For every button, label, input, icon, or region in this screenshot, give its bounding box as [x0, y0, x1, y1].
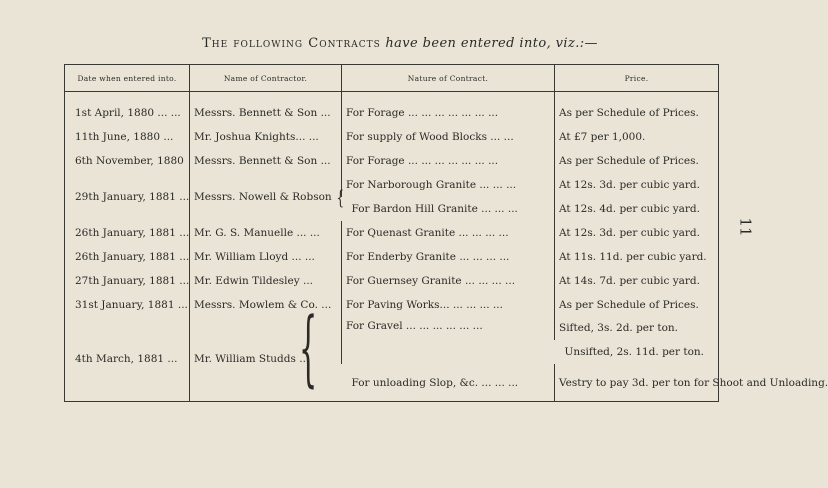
cell-price: At 12s. 4d. per cubic yard. — [555, 197, 719, 221]
cell-price: As per Schedule of Prices. — [555, 92, 719, 126]
cell-date: 26th January, 1881 ... — [75, 250, 190, 263]
cell-date: 6th November, 1880 — [75, 154, 184, 167]
cell-contractor — [190, 173, 342, 221]
cell-price: Sifted, 3s. 2d. per ton. — [555, 316, 719, 340]
cell-price: As per Schedule of Prices. — [555, 293, 719, 317]
cell-contractor: Messrs. Mowlem & Co. ... — [190, 293, 342, 317]
cell-date: 29th January, 1881 ... — [75, 190, 190, 203]
header-price: Price. — [555, 65, 719, 92]
cell-price: At £7 per 1,000. — [555, 125, 719, 149]
contractor-text: Mr. William Studds ... — [194, 352, 310, 365]
cell-nature: For Gravel ... ... ... ... ... ... — [342, 316, 555, 364]
cell-contractor: Mr. G. S. Manuelle ... ... — [190, 221, 342, 245]
contractor-text: Messrs. Nowell & Robson — [194, 190, 332, 203]
cell-price: As per Schedule of Prices. — [555, 149, 719, 173]
heading-prefix: The following Contracts — [202, 36, 381, 51]
table-row — [65, 316, 719, 340]
table-row — [65, 92, 719, 126]
cell-date: 4th March, 1881 ... — [75, 352, 178, 365]
header-nature: Nature of Contract. — [342, 65, 555, 92]
cell-price: Unsifted, 2s. 11d. per ton. — [564, 346, 705, 359]
cell-nature: For Narborough Granite ... ... ... — [342, 173, 555, 197]
table-row — [65, 269, 719, 293]
page-number: 11 — [736, 217, 755, 237]
cell-date: 26th January, 1881 ... — [75, 226, 190, 239]
header-date: Date when entered into. — [65, 65, 190, 92]
cell-price: At 11s. 11d. per cubic yard. — [555, 245, 719, 269]
cell-contractor: Mr. Edwin Tildesley ... — [190, 269, 342, 293]
table-row — [65, 149, 719, 173]
cell-nature: For supply of Wood Blocks ... ... — [342, 125, 555, 149]
table-header-row — [65, 65, 719, 92]
cell-price: At 14s. 7d. per cubic yard. — [555, 269, 719, 293]
cell-nature: For Bardon Hill Granite ... ... ... — [351, 202, 518, 215]
cell-nature: For Forage ... ... ... ... ... ... ... — [342, 92, 555, 126]
cell-nature: For unloading Slop, &c. ... ... ... — [351, 376, 519, 389]
header-contractor: Name of Contractor. — [190, 65, 342, 92]
cell-nature: For Forage ... ... ... ... ... ... ... — [342, 149, 555, 173]
table-row — [65, 221, 719, 245]
cell-price: At 12s. 3d. per cubic yard. — [555, 221, 719, 245]
cell-nature: For Quenast Granite ... ... ... ... — [342, 221, 555, 245]
cell-contractor: Mr. Joshua Knights... ... — [190, 125, 342, 149]
brace-icon: { — [336, 184, 344, 209]
cell-contractor: Messrs. Bennett & Son ... — [190, 92, 342, 126]
cell-nature: For Enderby Granite ... ... ... ... — [342, 245, 555, 269]
cell-nature: For Paving Works... ... ... ... ... — [342, 293, 555, 317]
cell-date: 11th June, 1880 ... — [75, 131, 174, 144]
table-row — [65, 173, 719, 197]
brace-icon: { — [298, 301, 318, 397]
cell-contractor: Mr. William Lloyd ... ... — [190, 245, 342, 269]
table-row — [65, 293, 719, 317]
cell-price: Vestry to pay 3d. per ton for Shoot and Unloading. — [555, 364, 719, 401]
cell-nature: For Guernsey Granite ... ... ... ... — [342, 269, 555, 293]
cell-contractor: Messrs. Bennett & Son ... — [190, 149, 342, 173]
cell-price: At 12s. 3d. per cubic yard. — [555, 173, 719, 197]
cell-date: 1st April, 1880 ... ... — [75, 106, 181, 119]
table-row — [65, 125, 719, 149]
contracts-table — [64, 64, 828, 402]
cell-date: 31st January, 1881 ... — [75, 298, 188, 311]
heading-suffix: have been entered into, viz.:— — [385, 36, 598, 51]
cell-date: 27th January, 1881 ... — [75, 274, 190, 287]
page-heading — [0, 36, 800, 51]
table-row — [65, 245, 719, 269]
